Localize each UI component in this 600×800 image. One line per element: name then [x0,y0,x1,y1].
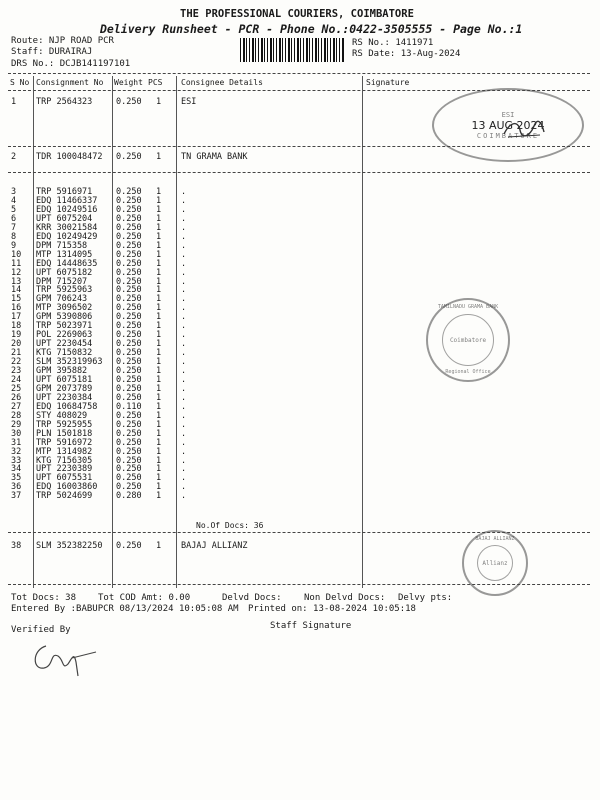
row-details: . [181,231,187,242]
row-pcs: 1 [156,392,162,403]
row-consignment: UPT 6075204 [36,213,93,224]
barcode [240,38,344,62]
esi-stamp-bottom: COIMBATORE [476,131,540,140]
row-consignment: TDR 100048472 [36,152,103,162]
row-sno: 30 [11,428,22,439]
row-details: . [181,339,187,350]
row-details: . [181,464,187,475]
table-row [0,366,600,375]
table-row [0,482,600,491]
row-details: . [181,276,187,287]
row-pcs: 1 [156,541,162,551]
col-signature: Signature [366,78,410,87]
row-consignment: MTP 3096502 [36,303,93,314]
row-sno: 29 [11,419,22,430]
row-pcs: 1 [156,240,162,251]
table-row [0,232,600,241]
row-pcs: 1 [156,303,162,314]
row-details: . [181,258,187,269]
row-pcs: 1 [156,312,162,323]
table-row [0,294,600,303]
row-consignment: DPM 715358 [36,240,88,251]
row-sno: 4 [11,195,17,206]
row-weight: 0.250 [116,231,142,242]
row-consignment: GPM 2073789 [36,383,93,394]
row-details: . [181,401,187,412]
row-consignment: SLM 352319963 [36,357,103,368]
row-details: . [181,482,187,493]
row-consignment: POL 2269063 [36,330,93,341]
row-weight: 0.250 [116,428,142,439]
row-consignment: UPT 2230454 [36,339,93,350]
bank-stamp-ring: TAMILNADU GRAMA BANK [437,304,499,310]
row-details: . [181,267,187,278]
row-details: . [181,366,187,376]
row-pcs: 1 [156,410,162,421]
table-row [0,214,600,223]
row-weight: 0.250 [116,541,142,551]
row-details: . [181,383,187,394]
row-pcs: 1 [156,330,162,341]
table-row [0,196,600,205]
row-details: . [181,446,187,457]
bajaj-stamp-ring: BAJAJ ALLIANZ [475,536,515,542]
row-consignment: MTP 1314095 [36,249,93,260]
row-weight: 0.250 [116,410,142,421]
esi-stamp-top: ESI [501,110,515,119]
row-details: . [181,294,187,305]
row-weight: 0.250 [116,312,142,323]
rs-number: RS No.: 1411971 [352,38,434,48]
staff-label: Staff: DURAIRAJ [11,47,93,57]
row-consignment: PLN 1501818 [36,428,93,439]
row-pcs: 1 [156,321,162,332]
row-sno: 10 [11,249,22,260]
col-consignee-details: Consignee Details [181,78,263,87]
non-delvd-docs: Non Delvd Docs: [304,593,386,603]
row-sno: 14 [11,285,22,296]
row-pcs: 1 [156,446,162,457]
row-consignment: TRP 2564323 [36,97,93,107]
row-weight: 0.250 [116,392,142,403]
row-weight: 0.250 [116,339,142,350]
row-details: . [181,187,187,197]
table-row [0,447,600,456]
row-sno: 26 [11,392,22,403]
row-weight: 0.250 [116,455,142,466]
table-row [0,303,600,312]
table-row [0,491,600,500]
row-weight: 0.250 [116,276,142,287]
row-details: . [181,330,187,341]
row-weight: 0.250 [116,97,142,107]
row-pcs: 1 [156,231,162,242]
row-pcs: 1 [156,366,162,376]
row-weight: 0.250 [116,258,142,269]
row-details: . [181,249,187,260]
rs-date: RS Date: 13-Aug-2024 [352,49,461,59]
table-row [0,429,600,438]
row-consignment: UPT 6075181 [36,374,93,385]
row-pcs: 1 [156,97,162,107]
row-details: . [181,392,187,403]
row-sno: 33 [11,455,22,466]
col-sno: S No [10,78,30,87]
table-row [0,375,600,384]
table-row [0,330,600,339]
runsheet-subtitle: Delivery Runsheet - PCR - Phone No.:0422-3505555 - Page No.:1 [100,22,523,36]
row-sno: 31 [11,437,22,448]
row-pcs: 1 [156,249,162,260]
delvy-pts: Delvy pts: [398,593,453,603]
row-weight: 0.250 [116,446,142,457]
row-details: . [181,357,187,368]
row-pcs: 1 [156,222,162,233]
entered-by: Entered By :BABUPCR 08/13/2024 10:05:08 AM [11,604,239,614]
row-pcs: 1 [156,383,162,394]
row-sno: 5 [11,204,17,215]
bajaj-stamp [462,530,528,596]
row-details: . [181,285,187,296]
row-sno: 7 [11,222,17,233]
row-sno: 18 [11,321,22,332]
row-sno: 15 [11,294,22,305]
table-row [0,321,600,330]
row-sno: 27 [11,401,22,412]
row-consignment: GPM 706243 [36,294,88,305]
row-sno: 23 [11,366,22,376]
tot-cod-amt: Tot COD Amt: 0.00 [98,593,191,603]
verified-by: Verified By [11,625,71,635]
row-sno: 3 [11,187,17,197]
row-pcs: 1 [156,357,162,368]
row-consignment: TRP 5024699 [36,491,93,502]
row-pcs: 1 [156,276,162,287]
row-details: . [181,213,187,224]
row-pcs: 1 [156,195,162,206]
printed-on: Printed on: 13-08-2024 10:05:18 [248,604,416,614]
row-weight: 0.250 [116,240,142,251]
row-consignment: UPT 2230389 [36,464,93,475]
row-weight: 0.250 [116,249,142,260]
row-weight: 0.250 [116,204,142,215]
row-sno: 13 [11,276,22,287]
row-details: . [181,204,187,215]
row-pcs: 1 [156,348,162,359]
row-pcs: 1 [156,455,162,466]
row-consignment: TRP 5023971 [36,321,93,332]
row-details: . [181,321,187,332]
no-of-docs: No.Of Docs: 36 [196,521,264,530]
table-row [0,420,600,429]
row-weight: 0.250 [116,348,142,359]
row-sno: 36 [11,482,22,493]
row-weight: 0.250 [116,366,142,376]
bank-stamp-sub: Regional Office [445,369,491,375]
esi-signature [500,118,546,142]
drs-number: DRS No.: DCJB141197101 [11,59,131,69]
verifier-signature [28,636,108,680]
row-pcs: 1 [156,428,162,439]
bajaj-stamp-center: Allianz [482,559,508,567]
row-weight: 0.250 [116,482,142,493]
col-weight: Weight [114,78,143,87]
row-weight: 0.280 [116,491,142,502]
row-details: . [181,195,187,206]
row-weight: 0.250 [116,187,142,197]
row-sno: 12 [11,267,22,278]
row-details: . [181,303,187,314]
table-row [0,312,600,321]
row-consignment: TRP 5925955 [36,419,93,430]
row-weight: 0.250 [116,321,142,332]
row-sno: 22 [11,357,22,368]
row-sno: 8 [11,231,17,242]
row-sno: 19 [11,330,22,341]
row-pcs: 1 [156,152,162,162]
row-sno: 28 [11,410,22,421]
row-consignment: TRP 5916971 [36,187,93,197]
col-consignment: Consignment No [36,78,104,87]
row-sno: 20 [11,339,22,350]
bank-stamp-center: Coimbatore [449,336,487,344]
table-row [0,250,600,259]
row-pcs: 1 [156,464,162,475]
table-row [0,402,600,411]
row-details: . [181,312,187,323]
row-consignment: EDQ 16003860 [36,482,98,493]
row-consignment: SLM 352382250 [36,541,103,551]
col-pcs: PCS [148,78,163,87]
row-sno: 21 [11,348,22,359]
row-sno: 6 [11,213,17,224]
row-weight: 0.250 [116,294,142,305]
row-details: . [181,348,187,359]
row-pcs: 1 [156,258,162,269]
table-row [0,241,600,250]
staff-signature-label: Staff Signature [270,621,352,631]
table-row [0,259,600,268]
header-top-rule [8,73,590,74]
row-weight: 0.250 [116,357,142,368]
row-consignment: EDQ 14448635 [36,258,98,269]
row-separator-2 [8,172,590,173]
table-row [0,187,600,196]
row-consignment: UPT 2230384 [36,392,93,403]
row-sno: 37 [11,491,22,502]
row-pcs: 1 [156,285,162,296]
row-sno: 1 [11,97,17,107]
row-pcs: 1 [156,267,162,278]
row-pcs: 1 [156,187,162,197]
row-details: . [181,437,187,448]
row-pcs: 1 [156,294,162,305]
row-consignment: EDQ 10684758 [36,401,98,412]
table-row [0,277,600,286]
row-consignment: DPM 715207 [36,276,88,287]
row-weight: 0.250 [116,213,142,224]
row-weight: 0.250 [116,152,142,162]
row-weight: 0.250 [116,267,142,278]
table-row [0,411,600,420]
row-pcs: 1 [156,204,162,215]
row-consignment: UPT 6075531 [36,473,93,484]
row-sno: 34 [11,464,22,475]
row-weight: 0.250 [116,437,142,448]
row-details: . [181,419,187,430]
row-consignment: EDQ 10249516 [36,204,98,215]
row-pcs: 1 [156,339,162,350]
row-weight: 0.250 [116,464,142,475]
row-pcs: 1 [156,437,162,448]
bank-stamp [426,298,510,382]
row-details: . [181,491,187,502]
row-details: . [181,455,187,466]
row-sno: 9 [11,240,17,251]
row-weight: 0.250 [116,303,142,314]
row-pcs: 1 [156,473,162,484]
row-weight: 0.250 [116,473,142,484]
row-sno: 2 [11,152,17,162]
row-details: TN GRAMA BANK [181,152,248,162]
row-pcs: 1 [156,419,162,430]
row-details: . [181,410,187,421]
row-details: . [181,374,187,385]
row-weight: 0.110 [116,401,142,412]
table-row [0,336,600,350]
row-sno: 35 [11,473,22,484]
table-row [0,464,600,473]
row-sno: 17 [11,312,22,323]
row-consignment: MTP 1314982 [36,446,93,457]
row-details: . [181,473,187,484]
row-sno: 38 [11,541,22,551]
row-sno: 11 [11,258,22,269]
row-weight: 0.250 [116,419,142,430]
table-row [0,393,600,402]
table-row [0,456,600,465]
row-consignment: GPM 395882 [36,366,88,376]
row-pcs: 1 [156,401,162,412]
table-row [0,285,600,294]
row-pcs: 1 [156,491,162,502]
row-weight: 0.250 [116,285,142,296]
row-consignment: TRP 5925963 [36,285,93,296]
row-pcs: 1 [156,374,162,385]
table-row [0,438,600,447]
row-weight: 0.250 [116,195,142,206]
row-weight: 0.250 [116,222,142,233]
route-label: Route: NJP ROAD PCR [11,36,114,46]
table-row [0,223,600,232]
row-sno: 32 [11,446,22,457]
table-row [0,357,600,366]
table-row [0,348,600,357]
row-pcs: 1 [156,213,162,224]
row-sno: 25 [11,383,22,394]
row-consignment: EDQ 11466337 [36,195,98,206]
row-sno: 24 [11,374,22,385]
table-row [0,473,600,482]
row-details: BAJAJ ALLIANZ [181,541,248,551]
table-row [0,384,600,393]
row-details: . [181,240,187,251]
row-weight: 0.250 [116,330,142,341]
table-row [0,205,600,214]
row-consignment: UPT 6075182 [36,267,93,278]
row-details: ESI [181,97,197,107]
row-consignment: KRR 30021584 [36,222,98,233]
row-details: . [181,222,187,233]
row-weight: 0.250 [116,383,142,394]
row-consignment: GPM 5390806 [36,312,93,323]
esi-stamp-date: 13 AUG 2024 [471,118,545,132]
row-sno: 16 [11,303,22,314]
row-consignment: STY 408029 [36,410,88,421]
row-pcs: 1 [156,482,162,493]
row-consignment: TRP 5916972 [36,437,93,448]
row-consignment: KTG 7150832 [36,348,93,359]
company-title: THE PROFESSIONAL COURIERS, COIMBATORE [180,8,414,20]
row-consignment: EDQ 10249429 [36,231,98,242]
tot-docs: Tot Docs: 38 [11,593,77,603]
delvd-docs: Delvd Docs: [222,593,282,603]
row-weight: 0.250 [116,374,142,385]
table-row [0,268,600,277]
row-details: . [181,428,187,439]
row-consignment: KTG 7156305 [36,455,93,466]
